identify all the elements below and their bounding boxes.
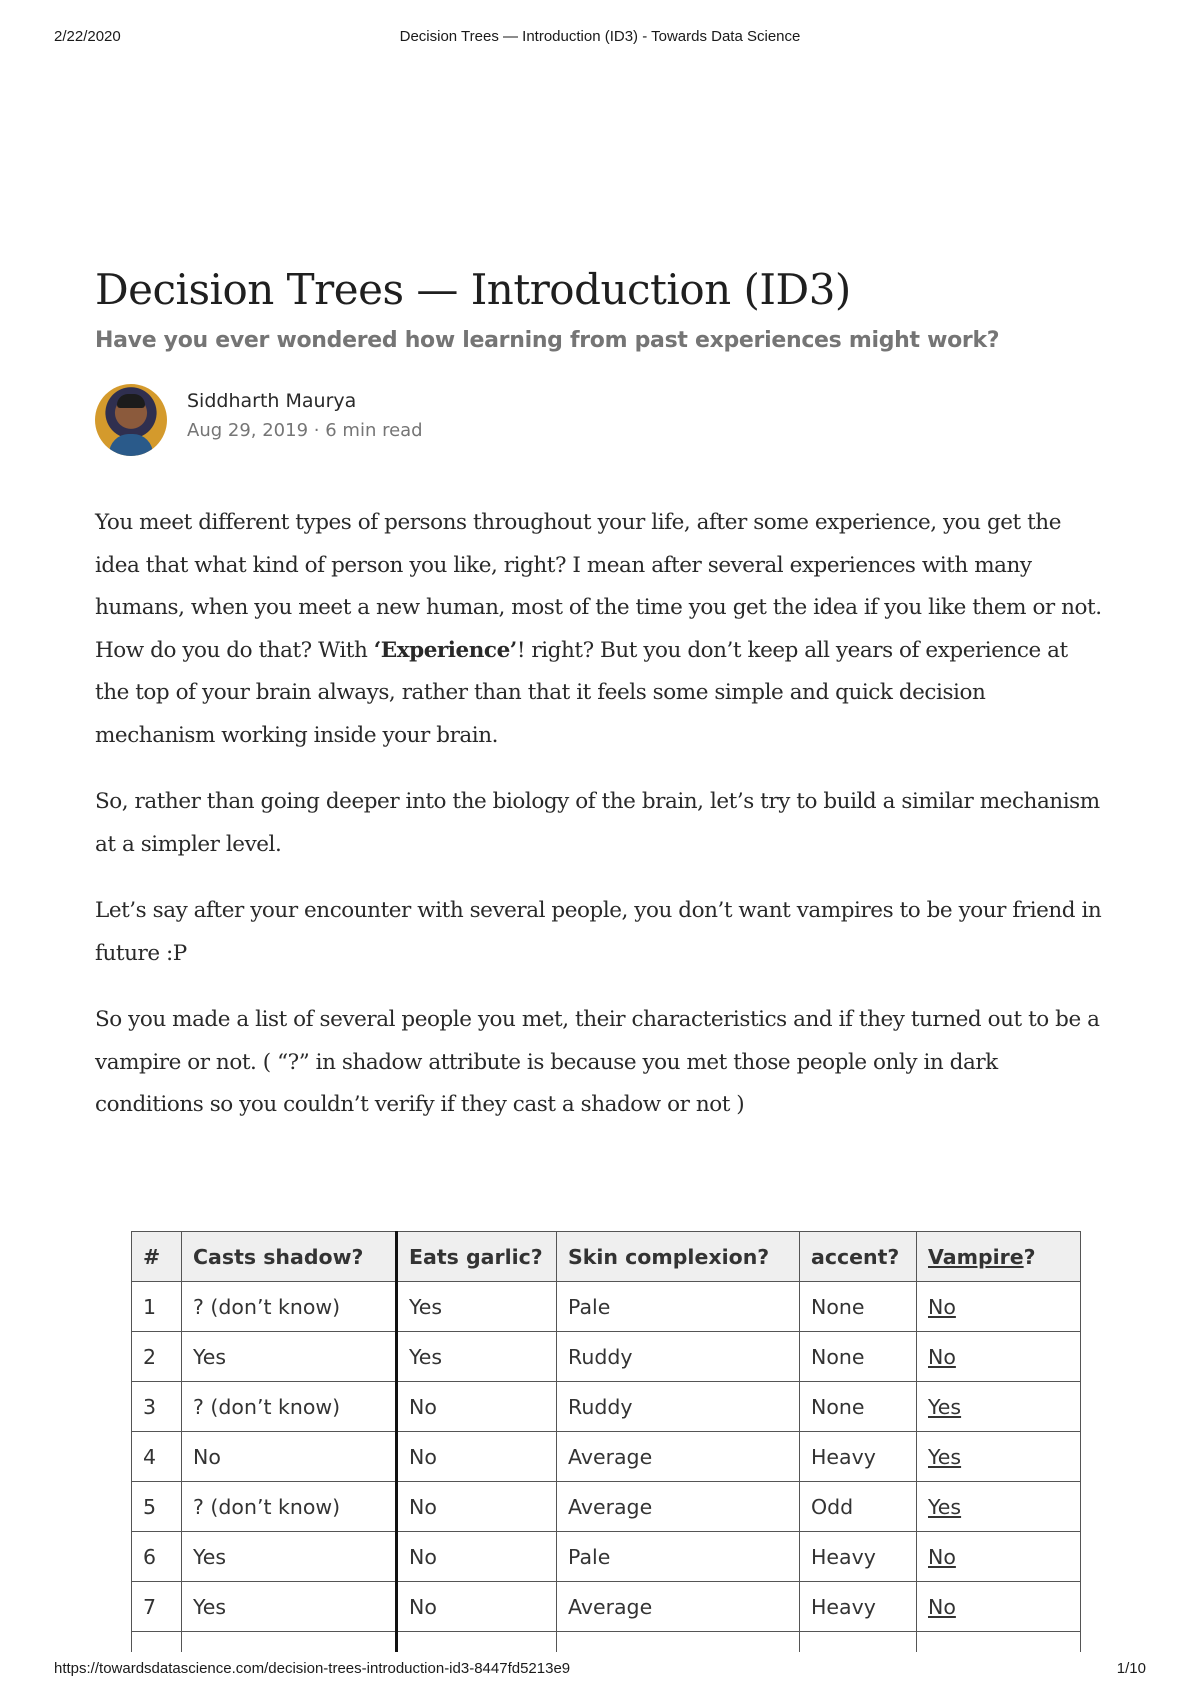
cell-skin-complexion: Pale xyxy=(557,1282,800,1332)
cell-accent: None xyxy=(800,1332,917,1382)
header-vampire xyxy=(917,1232,1081,1282)
cell-num: 6 xyxy=(132,1532,182,1582)
avatar-hair-shape xyxy=(117,394,145,408)
cell-skin-complexion: Average xyxy=(557,1482,800,1532)
cell-casts-shadow: Yes xyxy=(182,1582,397,1632)
cell-skin-complexion-empty xyxy=(557,1632,800,1653)
header-accent: accent? xyxy=(800,1232,917,1282)
cell-skin-complexion: Average xyxy=(557,1582,800,1632)
cell-vampire xyxy=(917,1332,1081,1382)
cell-eats-garlic: No xyxy=(397,1482,557,1532)
cell-vampire xyxy=(917,1482,1081,1532)
experience-emphasis: ‘Experience’ xyxy=(373,637,517,663)
header-skin-complexion: Skin complexion? xyxy=(557,1232,800,1282)
table-row xyxy=(132,1582,1081,1632)
cell-eats-garlic: No xyxy=(397,1532,557,1582)
avatar-shirt-shape xyxy=(109,434,153,456)
vampire-header-link[interactable]: Vampire xyxy=(928,1244,1024,1269)
cell-accent: Heavy xyxy=(800,1582,917,1632)
vampire-value-link[interactable]: No xyxy=(928,1544,956,1569)
table-row-partial xyxy=(132,1632,1081,1653)
cell-accent: None xyxy=(800,1282,917,1332)
cell-eats-garlic: Yes xyxy=(397,1332,557,1382)
cell-accent: Odd xyxy=(800,1482,917,1532)
author-byline xyxy=(95,384,1105,460)
print-footer xyxy=(54,1660,1146,1680)
cell-casts-shadow: Yes xyxy=(182,1532,397,1582)
vampire-value-link[interactable]: Yes xyxy=(928,1494,962,1519)
cell-num: 2 xyxy=(132,1332,182,1382)
cell-casts-shadow: Yes xyxy=(182,1332,397,1382)
paragraph-1-text-a: You meet different types of persons throughout your life, after some experience, you get the idea that what kind of person you like, right? I mean after several experiences with many humans, when you meet a new human, most of the time you get the idea if you like them or not. How do you do that? With xyxy=(95,510,1102,663)
author-avatar[interactable] xyxy=(95,384,167,456)
cell-vampire xyxy=(917,1432,1081,1482)
paragraph-2: So, rather than going deeper into the biology of the brain, let’s try to build a similar mechanism at a simpler level. xyxy=(95,789,1100,857)
cell-skin-complexion: Average xyxy=(557,1432,800,1482)
article-subtitle: Have you ever wondered how learning from past experiences might work? xyxy=(95,328,1000,353)
cell-skin-complexion: Ruddy xyxy=(557,1382,800,1432)
table-row xyxy=(132,1332,1081,1382)
cell-num: 7 xyxy=(132,1582,182,1632)
vampire-value-link[interactable]: No xyxy=(928,1344,956,1369)
paragraph-1 xyxy=(95,502,1105,757)
cell-num: 5 xyxy=(132,1482,182,1532)
vampire-value-link[interactable]: No xyxy=(928,1294,956,1319)
read-time: 6 min read xyxy=(325,420,423,441)
cell-casts-shadow: ? (don’t know) xyxy=(182,1382,397,1432)
table-row xyxy=(132,1382,1081,1432)
cell-eats-garlic: No xyxy=(397,1432,557,1482)
header-num: # xyxy=(132,1232,182,1282)
meta-separator: · xyxy=(313,420,320,441)
table-body xyxy=(132,1282,1081,1653)
vampire-value-link[interactable]: Yes xyxy=(928,1394,962,1419)
paragraph-4: So you made a list of several people you met, their characteristics and if they turned out to be a vampire or not. ( “?” in shadow attribute is because you met those people only in dark conditions so you couldn’t verify if they cast a shadow or not ) xyxy=(95,1007,1100,1117)
cell-num-empty xyxy=(132,1632,182,1653)
cell-skin-complexion: Ruddy xyxy=(557,1332,800,1382)
print-header xyxy=(54,28,1146,48)
cell-accent: Heavy xyxy=(800,1432,917,1482)
header-eats-garlic: Eats garlic? xyxy=(397,1232,557,1282)
article xyxy=(95,262,1105,1151)
vampire-value-link[interactable]: No xyxy=(928,1594,956,1619)
cell-vampire xyxy=(917,1282,1081,1332)
cell-num: 1 xyxy=(132,1282,182,1332)
paragraph-1-text-b: ! right? But you don’t keep all years of experience at the top of your brain always, rather than that it feels some simple and quick decision mechanism working inside your brain. xyxy=(95,637,1068,748)
cell-eats-garlic: No xyxy=(397,1582,557,1632)
cell-vampire-empty xyxy=(917,1632,1081,1653)
cell-num: 4 xyxy=(132,1432,182,1482)
vampire-data-table xyxy=(131,1231,1081,1652)
author-meta xyxy=(187,420,423,441)
cell-eats-garlic: No xyxy=(397,1382,557,1432)
cell-vampire xyxy=(917,1382,1081,1432)
print-date: 2/22/2020 xyxy=(54,28,121,45)
vampire-value-link[interactable]: Yes xyxy=(928,1444,962,1469)
cell-accent-empty xyxy=(800,1632,917,1653)
cell-skin-complexion: Pale xyxy=(557,1532,800,1582)
cell-casts-shadow-empty xyxy=(182,1632,397,1653)
cell-eats-garlic: Yes xyxy=(397,1282,557,1332)
cell-casts-shadow: ? (don’t know) xyxy=(182,1482,397,1532)
table-header-row xyxy=(132,1232,1081,1282)
author-name-link[interactable]: Siddharth Maurya xyxy=(187,390,357,412)
table-row xyxy=(132,1532,1081,1582)
cell-vampire xyxy=(917,1582,1081,1632)
print-url: https://towardsdatascience.com/decision-trees-introduction-id3-8447fd5213e9 xyxy=(54,1660,571,1677)
cell-vampire xyxy=(917,1532,1081,1582)
cell-casts-shadow: No xyxy=(182,1432,397,1482)
publish-date[interactable]: Aug 29, 2019 xyxy=(187,420,309,441)
header-casts-shadow: Casts shadow? xyxy=(182,1232,397,1282)
table-row xyxy=(132,1432,1081,1482)
paragraph-3: Let’s say after your encounter with several people, you don’t want vampires to be your friend in future :P xyxy=(95,898,1102,966)
cell-casts-shadow: ? (don’t know) xyxy=(182,1282,397,1332)
cell-accent: None xyxy=(800,1382,917,1432)
article-body xyxy=(95,502,1105,1127)
table-row xyxy=(132,1282,1081,1332)
table-row xyxy=(132,1482,1081,1532)
article-title: Decision Trees — Introduction (ID3) xyxy=(95,265,851,314)
print-page-number: 1/10 xyxy=(1116,1660,1146,1677)
vampire-header-suffix: ? xyxy=(1023,1244,1036,1269)
cell-eats-garlic-empty xyxy=(397,1632,557,1653)
cell-num: 3 xyxy=(132,1382,182,1432)
cell-accent: Heavy xyxy=(800,1532,917,1582)
print-page-title: Decision Trees — Introduction (ID3) - Towards Data Science xyxy=(399,28,801,45)
